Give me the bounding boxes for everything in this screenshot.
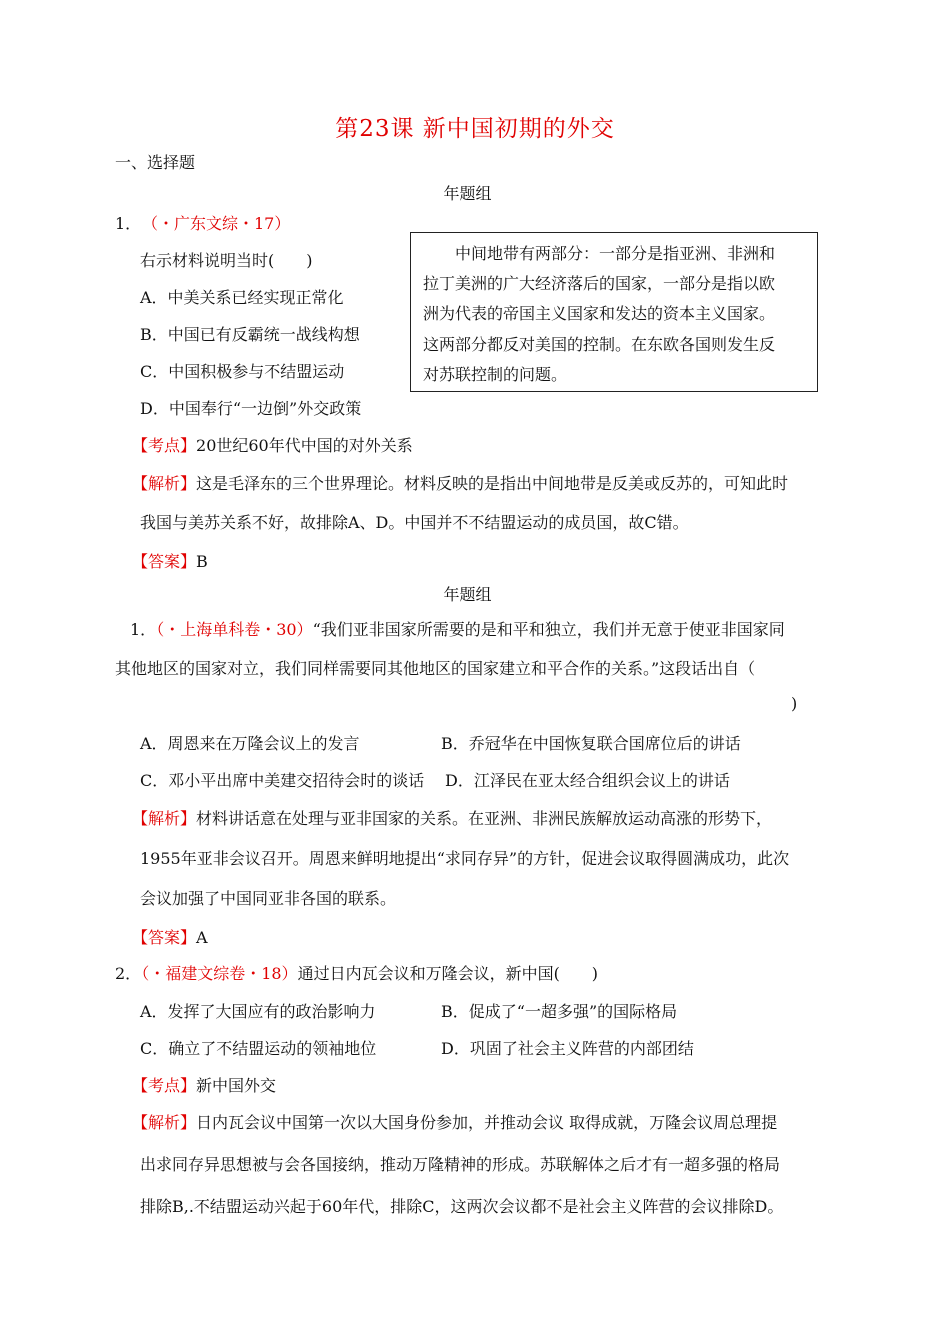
answer-bracket: ) (791, 694, 798, 713)
kaodian-label: 【考点】 (132, 436, 197, 455)
jiexi-text: 我国与美苏关系不好，故排除A、D。中国并不不结盟运动的成员国，故C错。 (140, 513, 689, 532)
page-title: 第23课 新中国初期的外交 (335, 116, 615, 142)
daan-label: 【答案】 (132, 928, 197, 947)
material-line: 中间地带有两部分：一部分是指亚洲、非洲和 (455, 244, 776, 263)
option-a: A．周恩来在万隆会议上的发言 (140, 734, 360, 753)
group-heading: 年题组 (443, 585, 492, 604)
option-c: C．确立了不结盟运动的领袖地位 (140, 1039, 377, 1058)
option-d: D．巩固了社会主义阵营的内部团结 (441, 1039, 694, 1058)
option-c: C．邓小平出席中美建交招待会时的谈话 (140, 771, 425, 790)
material-line: 这两部分都反对美国的控制。在东欧各国则发生反 (423, 335, 776, 354)
option-d: D．中国奉行“一边倒”外交政策 (140, 399, 362, 418)
group-heading: 年题组 (443, 184, 492, 203)
question-number: 2． (115, 964, 142, 983)
option-c: C．中国积极参与不结盟运动 (140, 362, 345, 381)
kaodian-text: 新中国外交 (196, 1076, 277, 1095)
jiexi-text: 出求同存异思想被与会各国接纳，推动万隆精神的形成。苏联解体之后才有一超多强的格局 (140, 1155, 781, 1174)
question-stem: 通过日内瓦会议和万隆会议，新中国( ) (297, 964, 599, 983)
daan-row (132, 925, 208, 948)
section-heading: 一、选择题 (115, 153, 196, 172)
option-a: A．中美关系已经实现正常化 (140, 288, 344, 307)
jiexi-text: 会议加强了中国同亚非各国的联系。 (140, 889, 397, 908)
jiexi-text: 1955年亚非会议召开。周恩来鲜明地提出“求同存异”的方针，促进会议取得圆满成功，此次 (140, 849, 790, 868)
material-line: 洲为代表的帝国主义国家和发达的资本主义国家。 (423, 304, 776, 323)
daan-text: A (196, 928, 208, 947)
daan-row (132, 549, 208, 572)
question-source: （・广东文综・17） (142, 214, 291, 233)
material-line: 拉丁美洲的广大经济落后的国家，一部分是指以欧 (423, 274, 776, 293)
jiexi-row (132, 471, 788, 494)
jiexi-row (132, 806, 772, 829)
question-stem: 其他地区的国家对立，我们同样需要同其他地区的国家建立和平合作的关系。”这段话出自（ (115, 659, 756, 678)
option-d: D．江泽民在亚太经合组织会议上的讲话 (445, 771, 730, 790)
jiexi-label: 【解析】 (132, 474, 197, 493)
daan-text: B (196, 552, 208, 571)
question-stem: 右示材料说明当时( ) (140, 251, 313, 270)
kaodian-row (132, 1073, 276, 1096)
daan-label: 【答案】 (132, 552, 197, 571)
jiexi-label: 【解析】 (132, 809, 197, 828)
kaodian-label: 【考点】 (132, 1076, 197, 1095)
question-stem: “我们亚非国家所需要的是和平和独立，我们并无意于使亚非国家同 (312, 620, 785, 639)
option-b: B．促成了“一超多强”的国际格局 (441, 1002, 678, 1021)
jiexi-row (132, 1110, 777, 1133)
jiexi-text: 排除B,.不结盟运动兴起于60年代，排除C，这两次会议都不是社会主义阵营的会议排除D。 (140, 1197, 784, 1216)
question-source: （・上海单科卷・30） (156, 620, 313, 639)
question-number: 1． (115, 214, 142, 233)
kaodian-row (132, 433, 413, 456)
jiexi-text: 这是毛泽东的三个世界理论。材料反映的是指出中间地带是反美或反苏的，可知此时 (196, 474, 789, 493)
question-number: 1． (130, 620, 157, 639)
option-b: B．乔冠华在中国恢复联合国席位后的讲话 (441, 734, 741, 753)
kaodian-text: 20世纪60年代中国的对外关系 (196, 436, 413, 455)
jiexi-text: 材料讲话意在处理与亚非国家的关系。在亚洲、非洲民族解放运动高涨的形势下， (196, 809, 773, 828)
option-b: B．中国已有反霸统一战线构想 (140, 325, 360, 344)
material-line: 对苏联控制的问题。 (423, 365, 568, 384)
jiexi-label: 【解析】 (132, 1113, 197, 1132)
option-a: A．发挥了大国应有的政治影响力 (140, 1002, 376, 1021)
material-box (410, 232, 818, 392)
question-source: （・福建文综卷・18） (141, 964, 298, 983)
question-line (130, 617, 785, 640)
question-line (115, 961, 598, 984)
jiexi-text: 日内瓦会议中国第一次以大国身份参加，并推动会议 取得成就，万隆会议周总理提 (196, 1113, 778, 1132)
